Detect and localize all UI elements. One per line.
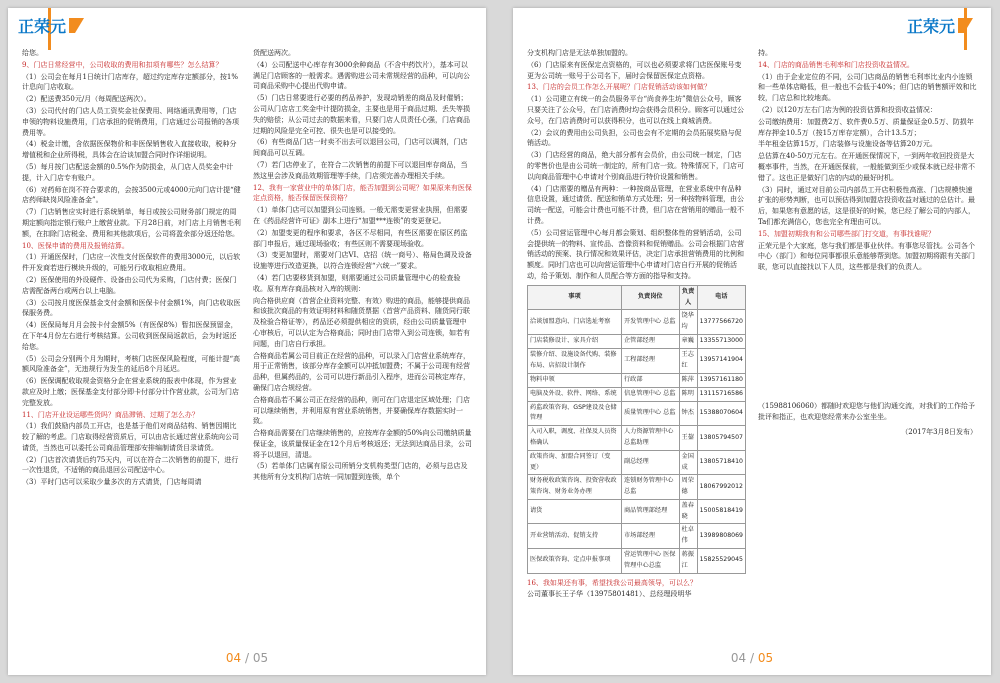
table-cell: 医保政策咨询、定点申报事项: [528, 549, 622, 574]
page-left: [8, 8, 486, 675]
table-cell: 杜卓伟: [679, 524, 697, 549]
right-column-1: [527, 48, 746, 645]
table-cell: 周荣德: [679, 475, 697, 500]
table-cell: 饶华均: [679, 310, 697, 335]
right-column-1-text: [527, 48, 746, 282]
contacts-table: [527, 285, 746, 574]
paragraph: 正荣元是个大家庭，您与我们都是事业伙伴。有事您尽管找。公司各个中心（部门）和每位同事都很乐意能够帮到您。加盟初期将跟有关部门联，您可以直接找以下人员，这些都是我们的负责人。: [758, 241, 975, 272]
table-row: [528, 524, 746, 549]
paragraph: （3）变更加盟时，需要对门店VI、店招（统一商号）、格局色调及设备设施等进行改造更换，以符合连锁经营“六统一”要求。: [253, 251, 472, 271]
table-cell: 13777566720: [697, 310, 745, 335]
right-column-2: [758, 48, 977, 645]
page-number-left: [8, 651, 486, 665]
paragraph: （2）门店首次请货后约75天内，可以在符合二次销售的前提下，进行一次性退货，不适销的商品退回公司配送中心。: [22, 455, 239, 475]
column-header: 负责岗位: [621, 285, 679, 310]
question-heading: 12、我有一家营业中的单体门店，能否加盟到公司呢？如果原来有医保定点资格，能否保留医保资格？: [253, 183, 472, 203]
paragraph: （4）税金计缴，含依据医保物价和非医保销售收入直接收取，税种分增值税和企业所得税，具体会在洽谈加盟合同时作详细说明。: [22, 140, 237, 160]
paragraph: 公司董事长王子华（13975801481）、总经理段明华: [527, 590, 692, 599]
paragraph: （1）公司会在每月1日统计门店库存，超过约定库存定额部分，按1%计息向门店收取。: [22, 72, 239, 92]
table-cell: 蒋振江: [679, 549, 697, 574]
column-header: 电话: [697, 285, 745, 310]
table-cell: 15388070604: [697, 401, 745, 426]
paragraph: （5）门店日常要进行必要的药品养护，发现动销差的商品及时催销；公司从门店店工奖金中计提防损金，主要也是用于商品过期、丢失等损失的赔偿；从公司过去的数据来看，只要门店人员责任心强，门店商品过期的风险是完全可控、很失也是可以接受的。: [253, 94, 470, 135]
question-heading: 15、加盟初期我有和公司哪些部门打交道，有事找谁呢？: [758, 229, 935, 238]
table-cell: 13115716586: [697, 387, 745, 401]
paragraph: 公司缴纳费用：加盟费2万、软件费0.5万、质量保证金0.5万、防损年库存押金10.5万（按15万库存定额），合计13.5万；: [758, 117, 974, 137]
paragraph: （15988106060）都随时欢迎您与他们沟通交流，对我们的工作给予批评和指正，也欢迎您经常来办公室坐坐。: [758, 401, 975, 421]
paragraph: 合格商品需要在门店继续销售的，应按库存金额的50%向公司缴纳质量保证金，该质量保证金在12个月后考核返还；无法到达商品目录，公司将予以退回，清退。: [253, 429, 472, 459]
left-column-1: [22, 48, 241, 645]
paragraph: 货配送两次。: [253, 49, 295, 57]
table-cell: 行政部: [621, 373, 679, 387]
table-cell: 副总经理: [621, 450, 679, 475]
table-cell: 钟杰: [679, 401, 697, 426]
table-cell: 金国成: [679, 450, 697, 475]
paragraph: 合格商品若属公司目前正在经营的品种，可以录入门店营业系统库存，用于正常销售，该部分库存金额可以冲抵加盟费；不属于公司现有经营品种，但属药品的，公司可以进行新品引入程序，进而公司核定库存，确保门店合规经营。: [253, 351, 470, 392]
table-cell: 18067992012: [697, 475, 745, 500]
table-row: [528, 401, 746, 426]
question-heading: 16、我如果还有事，希望找我公司最高领导，可以么？: [527, 578, 697, 587]
table-row: [528, 450, 746, 475]
table-cell: 商品管理部经理: [621, 499, 679, 524]
paragraph: （1）开通医保时，门店应一次性支付医保软件的费用3000元，以后软件开发商若进行模块升级的，可能另行收取相应费用。: [22, 253, 241, 273]
table-row: [528, 549, 746, 574]
paragraph: （3）公司代付的门店人员工资奖金社保费用、网络通讯费用等，门店申领的物料设施费用，门店承担的促销费用，门店通过公司报销的各项费用等。: [22, 106, 239, 137]
paragraph: （4）若门店要移货到加盟，则需要通过公司质量管理中心的检查验收。原有库存商品核对入库的规则：: [253, 273, 461, 293]
paragraph: （7）门店销售应实时进行系统销单，每日或按公司财务部门规定的周期定额向指定银行账户上缴营业款。下月28日前，对门店上月销售毛利额，在扣除门店税金、费用和其他款项后，公司将盈余部分返还给您。: [22, 208, 241, 238]
paragraph: （2）以120万左右门店为例的投资估算和投资收益情况：: [758, 105, 937, 114]
table-cell: 13989808069: [697, 524, 745, 549]
question-heading: 14、门店的商品销售毛利率和门店投资收益情况。: [758, 60, 914, 69]
table-cell: 陈萍: [679, 373, 697, 387]
paragraph: （2）医保使用的外设硬件、设备由公司代为采购，门店付费；医保门店需配备两台或两台以上电脑。: [22, 275, 237, 295]
page-separator: /: [749, 651, 755, 665]
paragraph: 向合格供应商（首营企业资料完整、有效）购进的商品，能够提供商品和该批次商品的有效证明材料和随货票据（首营产品资料、随货同行联及检验合格证等），药品还必须提供相应的资质，经由公司质量管理中心审核后，可以认定为合格商品；同时由门店带入到公司连锁，如若有问题，由门店自行承担。: [253, 296, 470, 348]
table-cell: 入司入职，调度、社保及人员资格确认: [528, 426, 622, 451]
table-cell: 门店装修设计、家具介绍: [528, 334, 622, 348]
column-header: 事项: [528, 285, 622, 310]
paragraph: 给您。: [22, 49, 43, 57]
table-row: [528, 310, 746, 335]
table-cell: 请货: [528, 499, 622, 524]
right-page-columns: [527, 48, 977, 645]
page-total: 05: [252, 651, 269, 665]
table-cell: 电脑及外设、软件、网络、系统: [528, 387, 622, 401]
table-cell: 15005818419: [697, 499, 745, 524]
brand-logo-text: 正荣元: [906, 17, 955, 36]
table-row: [528, 387, 746, 401]
brand-logo: [18, 14, 84, 37]
paragraph: （5）公司会分别两个月为期时，考核门店医保风险程度，可能计提“高额风险准备金”，无违规行为发生的延后8个月延迟。: [22, 354, 241, 374]
table-cell: 开发管理中心 总监: [621, 310, 679, 335]
page-current: 04: [730, 651, 747, 665]
contacts-table-body: [528, 310, 746, 573]
paragraph: （1）由于企业定位的不同，公司门店商品的销售毛利率比业内小连锁和一些单体店略低，但一般也不会低于40%；但门店的销售额评效和比较，门店总和比较地高。: [758, 72, 977, 103]
table-row: [528, 334, 746, 348]
question-heading: 13、门店的会员工作怎么开展呢？门店促销活动该如何做？: [527, 83, 711, 92]
page-total: 05: [757, 651, 774, 665]
table-cell: 连锁财务管理中心 总监: [621, 475, 679, 500]
paragraph: （3）平时门店可以采取少量多次的方式请货，门店每周请: [22, 478, 202, 487]
paragraph: （5）公司营运管理中心每月都会策划、组织整体性的营销活动，公司会提供统一的物料、宣传品、音像资料和促销赠品。公司会根据门店营销活动的预案、执行情况和效果评估，决定门店承担营销费用的比例和额度。同时门店也可以向营运管理中心申请对门店自行开展的促销活动，给予策划、制作和人员配合等方面的指导和支持。: [527, 228, 744, 280]
question-heading: 9、门店日常经营中，公司收取的费用和扣项有哪些？怎么结算？: [22, 60, 223, 69]
table-row: [528, 348, 746, 373]
brand-logo-icon: [69, 18, 84, 33]
table-cell: 13957141904: [697, 348, 745, 373]
table-cell: 政策咨询、加盟合同签订（变更）: [528, 450, 622, 475]
table-row: [528, 373, 746, 387]
paragraph: 半年租金估算15万，门店装修与设施设备等估算20万元。: [758, 140, 937, 149]
page-right: [513, 8, 991, 675]
paragraph: 总估算在40-50万元左右。在开通医保情况下，一到两年收回投资是大概率事件，当然，在开通医保前，一般能做到至少或保本就已经非常不错了。这也正是做好门店的内动的最好时机。: [758, 152, 975, 182]
left-column-2: [253, 48, 472, 645]
paragraph: 持。: [758, 49, 772, 57]
right-column-1-after: [527, 578, 746, 601]
paragraph: （5）若单体门店属有原公司所销分支机构类型门店的，必须与总店及其他所有分支机构门店统一同加盟到连锁，单个: [253, 462, 468, 482]
table-cell: 装修介绍、设施设备代购、装修布局、店招设计制作: [528, 348, 622, 373]
table-cell: 王鋆: [679, 426, 697, 451]
left-page-columns: [22, 48, 472, 645]
paragraph: （2）配送费350元/月（每周配送两次）。: [22, 95, 151, 104]
table-cell: 陈明: [679, 387, 697, 401]
brand-logo-text: 正荣元: [18, 17, 67, 36]
paragraph: （4）医保局每月月会按卡付金额5%（有医保8%）暂扣医保预留金，在下年4月份左右进行考核结算。公司收到医保局返款后，会为时返还给您。: [22, 321, 238, 351]
page-current: 04: [225, 651, 242, 665]
paragraph: （6）对药师在岗不符合要求的，会按3500元或4000元向门店计提“健店药师缺岗风险准备金”。: [22, 185, 241, 205]
paragraph: （3）公司按月度医保基金支付金额和医保卡付金额1%，向门店收取医保服务费。: [22, 298, 241, 318]
paragraph: （1）公司建立有统一的会员服务平台“尚食养生坊”微信公众号，顾客只要关注了公众号，在门店消费时均会获得会员积分。顾客可以通过公众号，在门店消费时可以获得积分，也可以在线上商城消费。: [527, 95, 744, 125]
table-cell: 开业营销活动、促销支持: [528, 524, 622, 549]
table-cell: 营运管理中心 医保管理中心总监: [621, 549, 679, 574]
paragraph: （7）若门店停业了，在符合二次销售的前提下可以退回库存商品，当然这里会涉及商品效期管理等手续，门店须完善办理相关手续。: [253, 160, 468, 180]
table-cell: 信息管理中心 总监: [621, 387, 679, 401]
table-cell: 章巍: [679, 334, 697, 348]
right-column-2-text: [758, 48, 977, 273]
paragraph: （4）公司配送中心库存有3000余种商品（不含中药饮片），基本可以满足门店顾客的一般需求。遇需购进公司未常规经营的品种，可以向公司商品采购中心提出代购申请。: [253, 60, 470, 91]
brand-logo: [907, 14, 973, 37]
table-row: [528, 475, 746, 500]
table-cell: 财务税收政策咨询、投资营收政策咨询、财务业务办理: [528, 475, 622, 500]
paragraph: （3）同时，通过对目前公司内部员工开店积极性高涨、门店规模快速扩张的形势判断，也可以预估得到加盟店投资收益对通过的总估计。最后，如果您有意愿的话，这是很好的时候，您已经了解公司的内部人，Ta们都充满信心，您也完全有理由可以。: [758, 185, 975, 226]
paragraph: （1）我们鼓励内部员工开店，也是基于他们对商品结构、销售因期比较了解的考虑。门店取得经营资质后，可以由店长通过营业系统向公司请货，当然也可以委托公司商品管理部安排编制请货目录请货。: [22, 422, 239, 452]
paragraph: （6）有些商品门店一时卖不出去可以退回公司，门店可以调剂，门店间商品可以互调。: [253, 138, 468, 158]
paragraph: 合格商品若不属公司正在经营的品种，则可在门店退定区域处理；门店可以继续销售，并利用原有营业系统销售，并要确保库存数据实时一致。: [253, 395, 470, 426]
table-row: [528, 499, 746, 524]
question-heading: 11、门店开业设运哪些货吗？商品滞销、过期了怎么办？: [22, 410, 199, 419]
right-column-2-after: [758, 401, 977, 423]
paragraph: （6）门店原来有医保定点资格的，可以也必须要求将门店医保账号变更为公司统一账号于公司名下，届时会保留医保定点资格。: [527, 60, 742, 80]
table-cell: 洽谈加盟意向、门店选址考察: [528, 310, 622, 335]
paragraph: （6）医保调配收取规金资格分企在营业系统的报表中体现，作为营业款应及时上缴；医保基金支付部分即卡付部分计作营业款，公司为门店完整发放。: [22, 377, 239, 407]
paragraph: （2）加盟变更的程序和要求，各区不尽相同，有些区需要在原区药监部门申报后，通过现场验收；有些区则不需要现场验收。: [253, 228, 468, 248]
table-cell: 企管部经理: [621, 334, 679, 348]
table-cell: 王志红: [679, 348, 697, 373]
contacts-table-header: [528, 285, 746, 310]
table-cell: 市场部经理: [621, 524, 679, 549]
column-header: 负责人: [679, 285, 697, 310]
table-cell: 13805718410: [697, 450, 745, 475]
page-separator: /: [244, 651, 250, 665]
table-cell: 质量管理中心 总监: [621, 401, 679, 426]
table-cell: 物料申领: [528, 373, 622, 387]
paragraph: 分支机构门店是无法单独加盟的。: [527, 49, 632, 57]
table-cell: 13355713000: [697, 334, 745, 348]
table-cell: 工程部经理: [621, 348, 679, 373]
table-cell: 盖春晓: [679, 499, 697, 524]
paragraph: （4）门店需要的赠品有两种：一种按商品管理，在营业系统中有品种信息设置，通过请货、配送和销单方式处理；另一种按物料管理，由公司统一配送，可能会计费也可能不计费，但门店在营销用的赠品一般不计费。: [527, 184, 744, 225]
paragraph: （3）门店经营的商品，绝大部分都有会员价，由公司统一制定，门店的零售价也是由公司统一制定的，所有门店一致。特殊情况下，门店可以向商品管理中心申请对个别商品进行特价设置和销售。: [527, 151, 744, 181]
paragraph: （5）每月按门店配送金额的0.5%作为防损金，从门店人员奖金中计提，计入门店专有账户。: [22, 162, 234, 182]
page-number-right: [513, 651, 991, 665]
table-cell: 13805794507: [697, 426, 745, 451]
table-cell: 人力资源管理中心总监助理: [621, 426, 679, 451]
question-heading: 10、医保申请的费用及报销结算。: [22, 241, 129, 250]
table-row: [528, 426, 746, 451]
paragraph: （1）单体门店可以加盟到公司连锁。一般无需变更营业执照，但需要在《药品经营许可证》副本上进行“加盟***连锁”的变更登记。: [253, 206, 468, 225]
publish-date: （2017年3月8日发布）: [901, 427, 977, 436]
table-cell: 15825529045: [697, 549, 745, 574]
paragraph: （2）会议的费用由公司负担，公司也会有不定期的会员拓展奖励与促销活动。: [527, 128, 742, 148]
brand-logo-icon: [958, 18, 973, 33]
table-cell: 药监政策咨询、GSP建设及仓储管理: [528, 401, 622, 426]
table-cell: 13957161180: [697, 373, 745, 387]
